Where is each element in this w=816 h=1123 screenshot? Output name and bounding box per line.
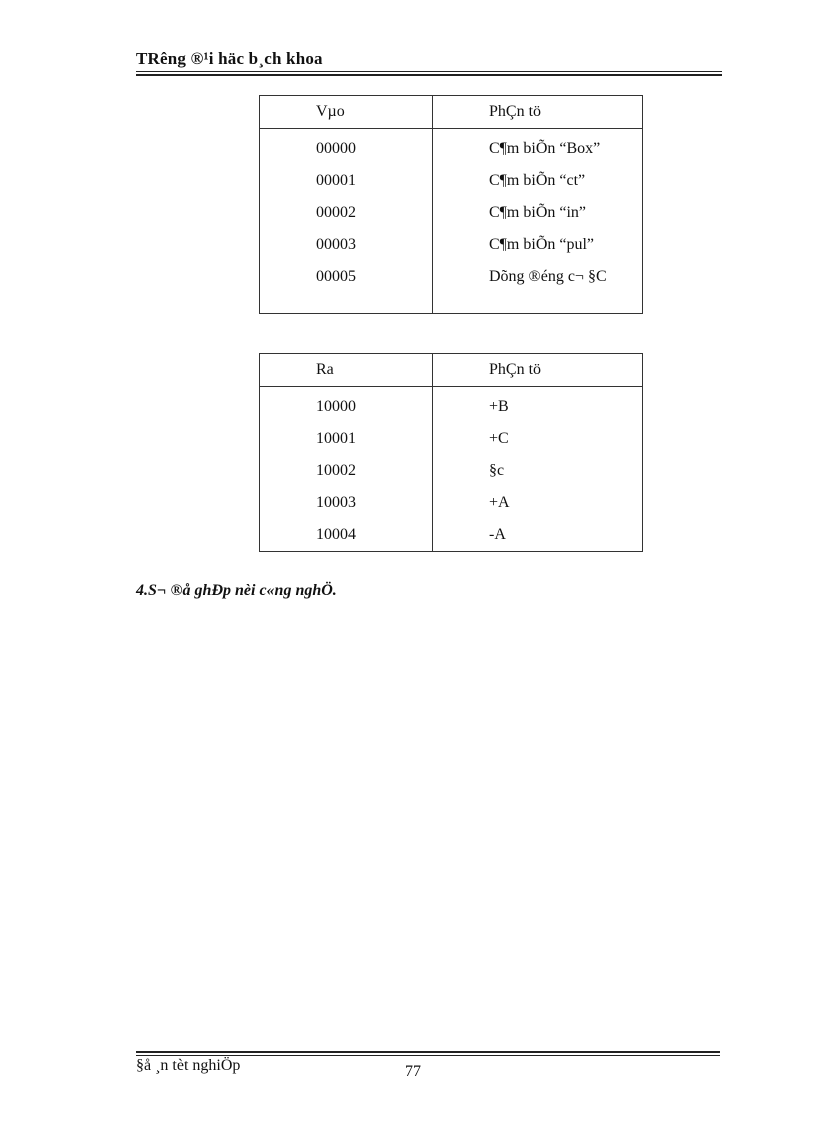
cell-address: 00005 (260, 261, 433, 293)
table-row (260, 487, 643, 519)
table-row (260, 261, 643, 293)
footer-rule-thick (136, 1051, 720, 1053)
table-header-row (260, 354, 643, 387)
page-number: 77 (405, 1063, 421, 1080)
cell-element: +A (489, 494, 510, 511)
table-row (260, 165, 643, 197)
header-rule-thick (136, 74, 722, 76)
cell-element: C¶m biÕn “pul” (489, 236, 595, 253)
cell-element: +C (489, 430, 509, 447)
header-title: TRêng ®¹i häc b¸ch khoa (136, 49, 323, 68)
footer-rule (136, 1055, 720, 1056)
column-header: PhÇn tö (433, 354, 643, 387)
table-row (260, 519, 643, 552)
table-row (260, 229, 643, 261)
section-heading: 4.S¬ ®å ghÐp nèi c«ng nghÖ. (136, 582, 337, 599)
cell-address: 10001 (260, 423, 433, 455)
table-row (260, 129, 643, 166)
cell-address: 00000 (260, 129, 433, 166)
table-row (260, 197, 643, 229)
cell-element: C¶m biÕn “in” (489, 204, 587, 221)
footer-title: §å ¸n tèt nghiÖp (136, 1057, 241, 1074)
table-row (260, 387, 643, 424)
cell-address: 10004 (260, 519, 433, 552)
table-row (260, 455, 643, 487)
inputs-table (259, 95, 643, 314)
cell-address: 00003 (260, 229, 433, 261)
column-header: PhÇn tö (433, 96, 643, 129)
cell-address: 10003 (260, 487, 433, 519)
cell-address: 00002 (260, 197, 433, 229)
cell-address: 10002 (260, 455, 433, 487)
outputs-table (259, 353, 643, 552)
cell-element: §c (489, 462, 505, 479)
table-header-row (260, 96, 643, 129)
header-rule (136, 71, 722, 72)
cell-element: +B (489, 398, 509, 415)
cell-address: 00001 (260, 165, 433, 197)
table-spacer-row (260, 293, 643, 314)
cell-address: 10000 (260, 387, 433, 424)
cell-element: -A (489, 526, 506, 543)
cell-element: Dõng ®éng c¬ §C (489, 268, 607, 285)
cell-element: C¶m biÕn “ct” (489, 172, 586, 189)
column-header: Vµo (260, 96, 433, 129)
table-row (260, 423, 643, 455)
cell-element: C¶m biÕn “Box” (489, 140, 601, 157)
column-header: Ra (260, 354, 433, 387)
